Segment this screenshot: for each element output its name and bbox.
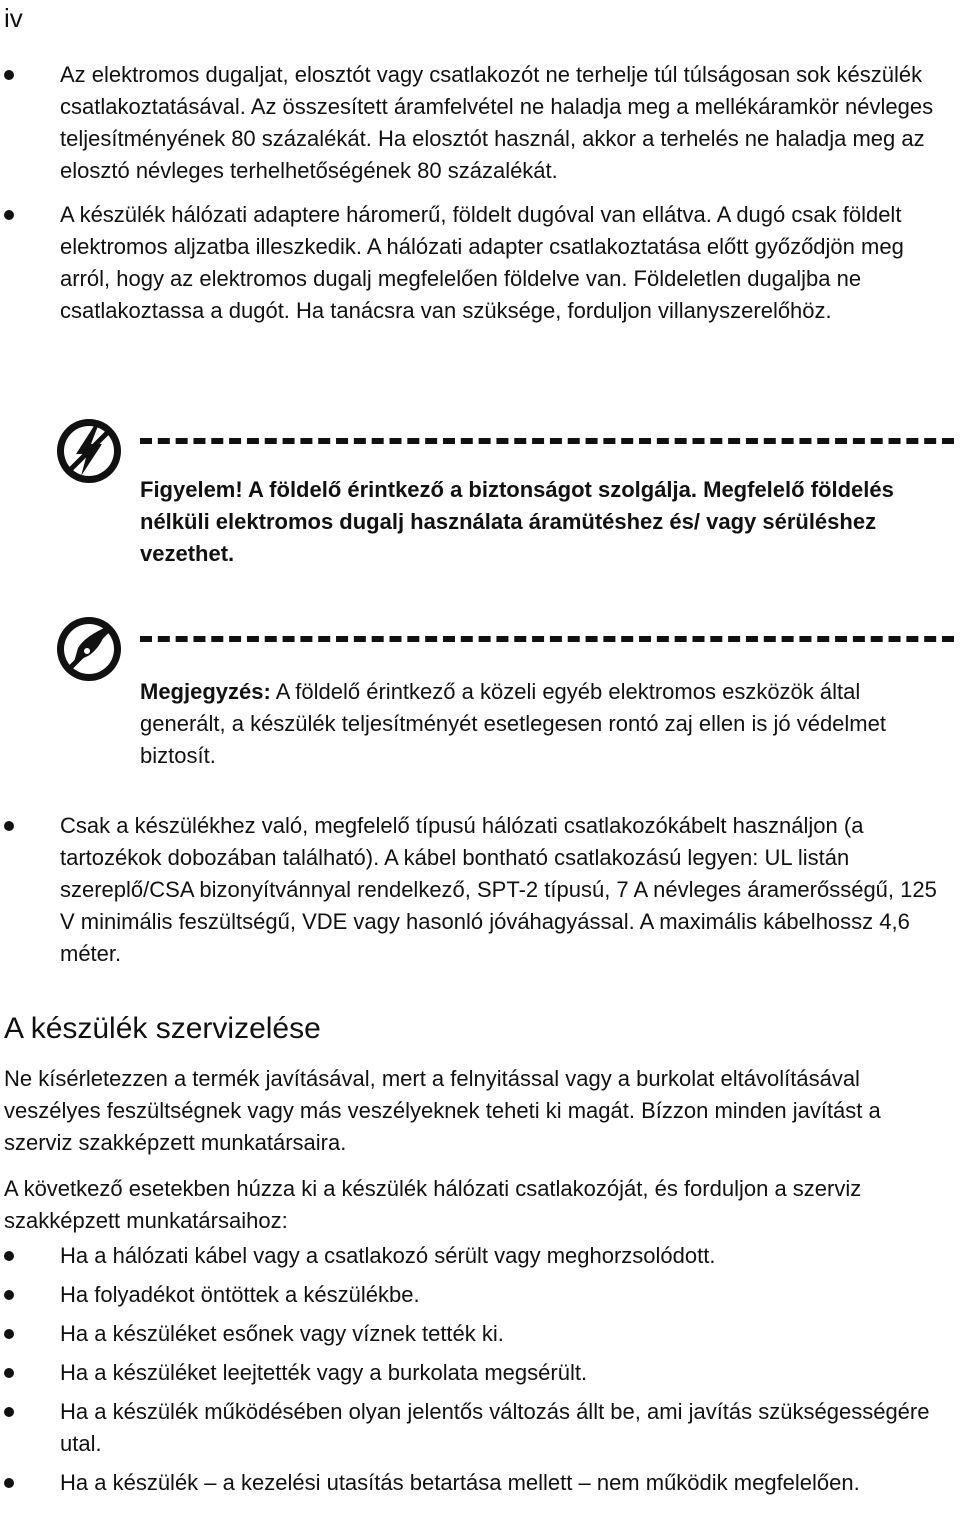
bullet-dot	[4, 1407, 14, 1417]
list-item	[0, 1318, 952, 1350]
dashed-divider	[140, 636, 954, 642]
list-item	[0, 1240, 952, 1272]
safety-bullet-list	[0, 59, 952, 327]
bullet-dot	[4, 1290, 14, 1300]
list-item-text: Az elektromos dugaljat, elosztót vagy csatlakozót ne terhelje túl túlságosan sok készülék csatlakoztatásával. Az összesített áramfelvétel ne haladja meg a mellékáramkör névleges teljesítményének 80 százalékát. Ha elosztót használ, akkor a terhelés ne haladja meg az elosztó névleges terhelhetőségének 80 százalékát.	[60, 62, 934, 183]
bullet-dot	[4, 821, 14, 831]
note-text	[140, 676, 940, 772]
list-item	[0, 1357, 952, 1389]
warning-text: Figyelem! A földelő érintkező a biztonságot szolgálja. Megfelelő földelés nélküli elektromos dugalj használata áramütéshez és/ vagy sérüléshez vezethet.	[140, 477, 894, 566]
list-item-text: A készülék hálózati adaptere háromerű, földelt dugóval van ellátva. A dugó csak földelt elektromos aljzatba illeszkedik. A hálózati adapter csatlakoztatása előtt győződjön meg arról, hogy az elektromos dugalj megfelelően földelve van. Földeletlen dugaljba ne csatlakoztassa a dugót. Ha tanácsra van szüksége, forduljon villanyszerelőhöz.	[60, 202, 904, 323]
list-item	[0, 199, 952, 327]
list-item-text: Ha a készüléket esőnek vagy víznek tették ki.	[60, 1321, 504, 1346]
bullet-dot	[4, 1329, 14, 1339]
page-number: iv	[4, 3, 23, 33]
note-label: Megjegyzés:	[140, 679, 271, 704]
dashed-divider	[140, 438, 954, 444]
list-item-text: Ha a készüléket leejtették vagy a burkolata megsérült.	[60, 1360, 588, 1385]
section-heading: A készülék szervizelése	[4, 1012, 321, 1045]
bullet-dot	[4, 1478, 14, 1488]
list-item	[0, 1396, 952, 1460]
pen-note-icon	[54, 614, 124, 684]
service-bullet-list	[0, 1240, 952, 1506]
lightning-warning-icon	[54, 416, 124, 486]
list-item-text: Ha a készülék – a kezelési utasítás betartása mellett – nem működik megfelelően.	[60, 1470, 860, 1495]
list-item-text: Ha folyadékot öntöttek a készülékbe.	[60, 1282, 420, 1307]
list-item	[0, 1467, 952, 1499]
list-item	[0, 810, 952, 970]
cable-bullet-list	[0, 810, 952, 970]
service-paragraph: Ne kísérletezzen a termék javításával, mert a felnyitással vagy a burkolat eltávolításával veszélyes feszültségnek vagy más veszélyeknek teheti ki magát. Bízzon minden javítást a szerviz szakképzett munkatársaira.	[4, 1066, 881, 1155]
list-item-text: Ha a hálózati kábel vagy a csatlakozó sérült vagy meghorzsolódott.	[60, 1243, 716, 1268]
bullet-dot	[4, 1368, 14, 1378]
note-body: A földelő érintkező a közeli egyéb elektromos eszközök által generált, a készülék teljesítményét esetlegesen rontó zaj ellen is jó védelmet biztosít.	[140, 679, 886, 768]
list-item-text: Csak a készülékhez való, megfelelő típusú hálózati csatlakozókábelt használjon (a tartozékok dobozában található). A kábel bontható csatlakozású legyen: UL listán szereplő/CSA bizonyítvánnyal rendelkező, SPT-2 típusú, 7 A névleges áramerősségű, 125 V minimális feszültségű, VDE vagy hasonló jóváhagyással. A maximális kábelhossz 4,6 méter.	[60, 813, 937, 966]
bullet-dot	[4, 1251, 14, 1261]
service-paragraph: A következő esetekben húzza ki a készülék hálózati csatlakozóját, és forduljon a szerviz szakképzett munkatársaihoz:	[4, 1176, 862, 1233]
bullet-dot	[4, 70, 14, 80]
bullet-dot	[4, 210, 14, 220]
list-item	[0, 1279, 952, 1311]
list-item	[0, 59, 952, 187]
list-item-text: Ha a készülék működésében olyan jelentős változás állt be, ami javítás szükségességére utal.	[60, 1399, 930, 1456]
